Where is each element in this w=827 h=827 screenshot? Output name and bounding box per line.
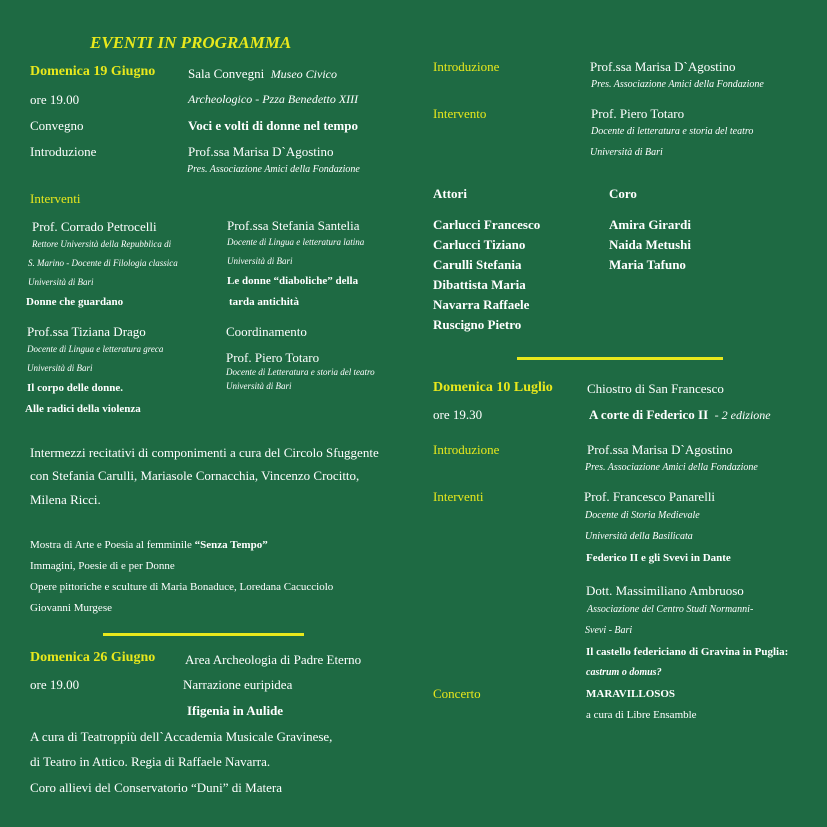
speaker1-talk: Donne che guardano — [26, 296, 124, 308]
event3-time: ore 19.30 — [433, 407, 483, 422]
exhibition-line-4: Giovanni Murgese — [30, 602, 112, 614]
intermezzi-line-2: con Stefania Carulli, Mariasole Cornacchia, Vincenzo Crocitto, — [30, 468, 360, 483]
event3-venue: Chiostro di San Francesco — [587, 381, 724, 396]
event3-speaker2-talk-1: Il castello federiciano di Gravina in Puglia: — [586, 646, 789, 658]
event2-intervento-name: Prof. Piero Totaro — [591, 106, 685, 121]
speaker2-role-2: Università di Bari — [227, 256, 293, 266]
event3-interventi-label: Interventi — [433, 489, 484, 504]
speaker1-role-3: Università di Bari — [28, 277, 94, 287]
event3-speaker1-role-2: Università della Basilicata — [585, 531, 693, 542]
actor-6: Ruscigno Pietro — [433, 317, 522, 332]
intermezzi-line-3: Milena Ricci. — [30, 492, 101, 507]
event3-intro-label: Introduzione — [433, 442, 500, 457]
divider-right — [517, 357, 723, 360]
actor-1: Carlucci Francesco — [433, 217, 541, 232]
actor-5: Navarra Raffaele — [433, 297, 530, 312]
event3-intro-role: Pres. Associazione Amici della Fondazione — [585, 462, 758, 473]
exhibition-line-1: Mostra di Arte e Poesia al femminile “Senza Tempo” — [30, 539, 268, 551]
event3-date: Domenica 10 Luglio — [433, 380, 553, 395]
coordination-name: Prof. Piero Totaro — [226, 350, 320, 365]
event2-line-3: Coro allievi del Conservatorio “Duni” di Matera — [30, 780, 282, 795]
speaker3-role-1: Docente di Lingua e letteratura greca — [27, 344, 164, 354]
event2-intro-role: Pres. Associazione Amici della Fondazione — [591, 79, 764, 90]
event1-venue-line2: Archeologico - Pzza Benedetto XIII — [188, 92, 359, 106]
program-header: EVENTI IN PROGRAMMA — [90, 33, 292, 52]
event2-title: Ifigenia in Aulide — [187, 703, 284, 718]
speaker1-role-2: S. Marino - Docente di Filologia classica — [28, 258, 178, 268]
event2-venue: Area Archeologia di Padre Eterno — [185, 652, 362, 667]
speaker3-role-2: Università di Bari — [27, 363, 93, 373]
event1-intro-name: Prof.ssa Marisa D`Agostino — [188, 144, 334, 159]
speaker2-name: Prof.ssa Stefania Santelia — [227, 218, 360, 233]
speaker1-name: Prof. Corrado Petrocelli — [32, 219, 157, 234]
event1-interventi-label: Interventi — [30, 191, 81, 206]
actor-3: Carulli Stefania — [433, 257, 522, 272]
actor-2: Carlucci Tiziano — [433, 237, 526, 252]
coordination-role-2: Università di Bari — [226, 381, 292, 391]
event2-intro-name: Prof.ssa Marisa D`Agostino — [590, 59, 736, 74]
speaker2-role-1: Docente di Lingua e letteratura latina — [227, 237, 365, 247]
event3-speaker1-role-1: Docente di Storia Medievale — [585, 510, 700, 521]
choir-member-3: Maria Tafuno — [609, 257, 686, 272]
concert-by: a cura di Libre Ensamble — [586, 709, 697, 721]
speaker3-talk-2: Alle radici della violenza — [25, 403, 141, 415]
speaker1-role-1: Rettore Università della Repubblica di — [32, 239, 172, 249]
event2-type: Narrazione euripidea — [183, 677, 293, 692]
coordination-role-1: Docente di Letteratura e storia del teatro — [226, 367, 375, 377]
event1-title: Voci e volti di donne nel tempo — [188, 118, 358, 133]
event3-speaker1-talk: Federico II e gli Svevi in Dante — [586, 552, 731, 564]
speaker2-talk-1: Le donne “diaboliche” della — [227, 275, 359, 287]
choir-member-2: Naida Metushi — [609, 237, 691, 252]
event3-speaker2-role-2: Svevi - Bari — [585, 625, 633, 636]
event2-time: ore 19.00 — [30, 677, 80, 692]
event1-date: Domenica 19 Giugno — [30, 64, 156, 79]
event3-speaker2-role-1: Associazione del Centro Studi Normanni- — [587, 604, 754, 615]
exhibition-line-3: Opere pittoriche e sculture di Maria Bonaduce, Loredana Cacucciolo — [30, 581, 334, 593]
choir-label: Coro — [609, 186, 637, 201]
event3-speaker2-talk-2: castrum o domus? — [586, 667, 662, 678]
event2-intro-label: Introduzione — [433, 59, 500, 74]
concert-name: MARAVILLOSOS — [586, 688, 676, 700]
event3-speaker1-name: Prof. Francesco Panarelli — [584, 489, 716, 504]
event1-intro-label: Introduzione — [30, 144, 97, 159]
event3-title: A corte di Federico II - 2 edizione — [589, 407, 771, 422]
event3-speaker2-name: Dott. Massimiliano Ambruoso — [586, 583, 744, 598]
event2-line-2: di Teatro in Attico. Regia di Raffaele Navarra. — [30, 754, 271, 769]
event1-type: Convegno — [30, 118, 84, 133]
speaker3-name: Prof.ssa Tiziana Drago — [27, 324, 146, 339]
actor-4: Dibattista Maria — [433, 277, 526, 292]
intermezzi-line-1: Intermezzi recitativi di componimenti a cura del Circolo Sfuggente — [30, 445, 379, 460]
divider-left — [103, 633, 304, 636]
concert-label: Concerto — [433, 686, 481, 701]
event1-venue: Sala Convegni Museo Civico — [188, 66, 338, 81]
speaker3-talk-1: Il corpo delle donne. — [27, 382, 123, 394]
speaker2-talk-2: tarda antichità — [229, 296, 299, 308]
exhibition-line-2: Immagini, Poesie di e per Donne — [30, 560, 175, 572]
event2-intervento-role-2: Università di Bari — [590, 147, 663, 158]
event2-intervento-role-1: Docente di letteratura e storia del teatro — [591, 126, 754, 137]
event1-intro-role: Pres. Associazione Amici della Fondazione — [187, 164, 360, 175]
actors-label: Attori — [433, 186, 467, 201]
event1-time: ore 19.00 — [30, 92, 80, 107]
event2-intervento-label: Intervento — [433, 106, 487, 121]
coordination-label: Coordinamento — [226, 324, 307, 339]
event2-line-1: A cura di Teatroppiù dell`Accademia Musicale Gravinese, — [30, 729, 333, 744]
event3-intro-name: Prof.ssa Marisa D`Agostino — [587, 442, 733, 457]
choir-member-1: Amira Girardi — [609, 217, 691, 232]
event2-date: Domenica 26 Giugno — [30, 650, 156, 665]
